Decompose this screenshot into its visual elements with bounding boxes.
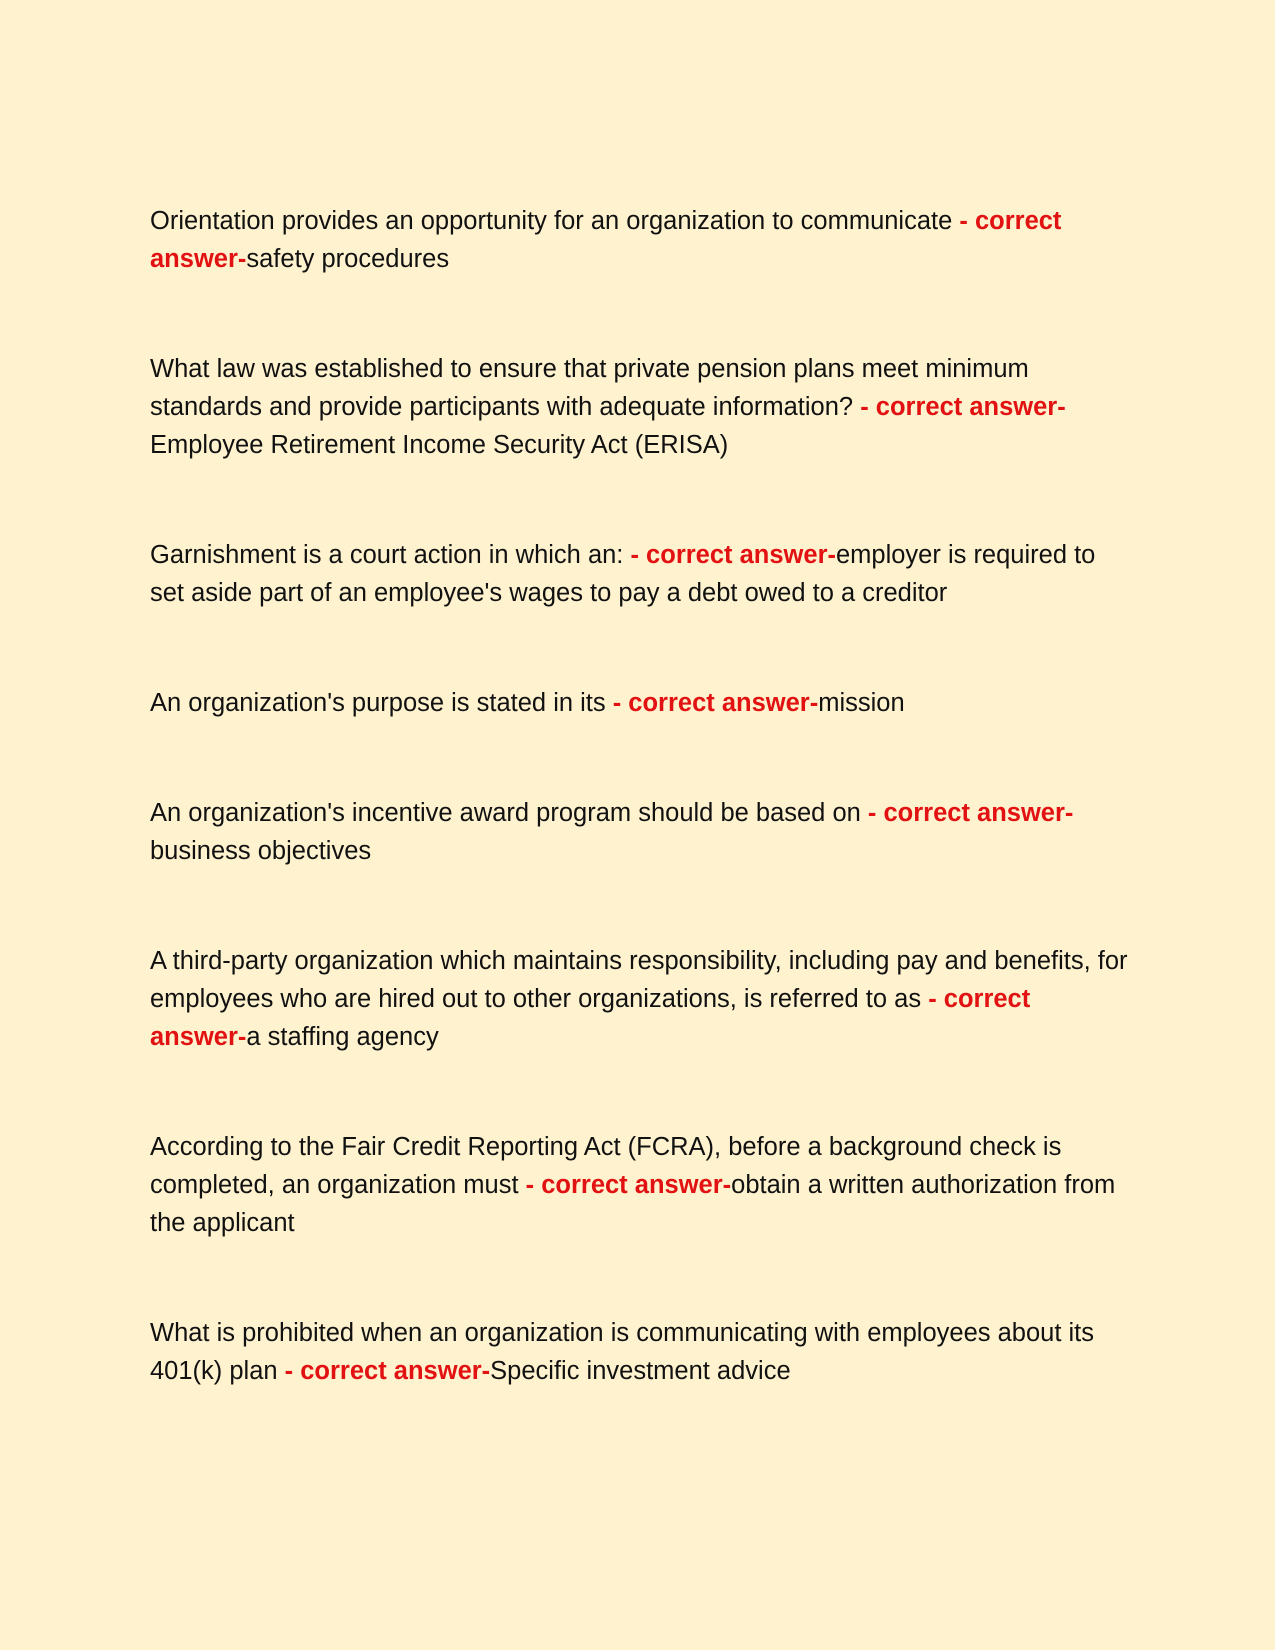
answer-text: a staffing agency (246, 1023, 439, 1051)
qa-item-1 (150, 202, 1130, 278)
question-text: What is prohibited when an organization is communicating with employees about its 401(k) plan (150, 1319, 1094, 1385)
correct-answer-marker: - correct answer- (860, 393, 1066, 421)
correct-answer-marker: - correct answer- (150, 207, 1062, 273)
qa-item-4 (150, 684, 1130, 722)
answer-text: obtain a written authorization from the applicant (150, 1171, 1116, 1237)
answer-text: employer is required to set aside part of an employee's wages to pay a debt owed to a creditor (150, 541, 1096, 607)
question-text: According to the Fair Credit Reporting Act (FCRA), before a background check is completed, an organization must (150, 1133, 1062, 1199)
qa-item-7 (150, 1128, 1130, 1242)
correct-answer-marker: - correct answer- (284, 1357, 491, 1385)
qa-item-5 (150, 794, 1130, 870)
correct-answer-marker: - correct answer- (612, 689, 819, 717)
answer-text: Employee Retirement Income Security Act (ERISA) (150, 431, 729, 459)
question-text: An organization's incentive award program should be based on (150, 799, 868, 827)
qa-item-2 (150, 350, 1130, 464)
question-text: An organization's purpose is stated in its (150, 689, 613, 717)
qa-item-8 (150, 1314, 1130, 1390)
document-page (150, 202, 1130, 1462)
question-text: Orientation provides an opportunity for an organization to communicate (150, 207, 960, 235)
correct-answer-marker: - correct answer- (150, 985, 1031, 1051)
question-text: What law was established to ensure that private pension plans meet minimum standards and provide participants with adequate information? (150, 355, 1029, 421)
question-text: A third-party organization which maintains responsibility, including pay and benefits, for employees who are hired out to other organizations, is referred to as (150, 947, 1128, 1013)
correct-answer-marker: - correct answer- (867, 799, 1074, 827)
answer-text: safety procedures (246, 245, 450, 273)
answer-text: Specific investment advice (490, 1357, 791, 1385)
correct-answer-marker: - correct answer- (630, 541, 836, 569)
qa-item-3 (150, 536, 1130, 612)
correct-answer-marker: - correct answer- (525, 1171, 732, 1199)
qa-item-6 (150, 942, 1130, 1056)
question-text: Garnishment is a court action in which an: (150, 541, 631, 569)
answer-text: mission (818, 689, 905, 717)
answer-text: business objectives (150, 837, 372, 865)
